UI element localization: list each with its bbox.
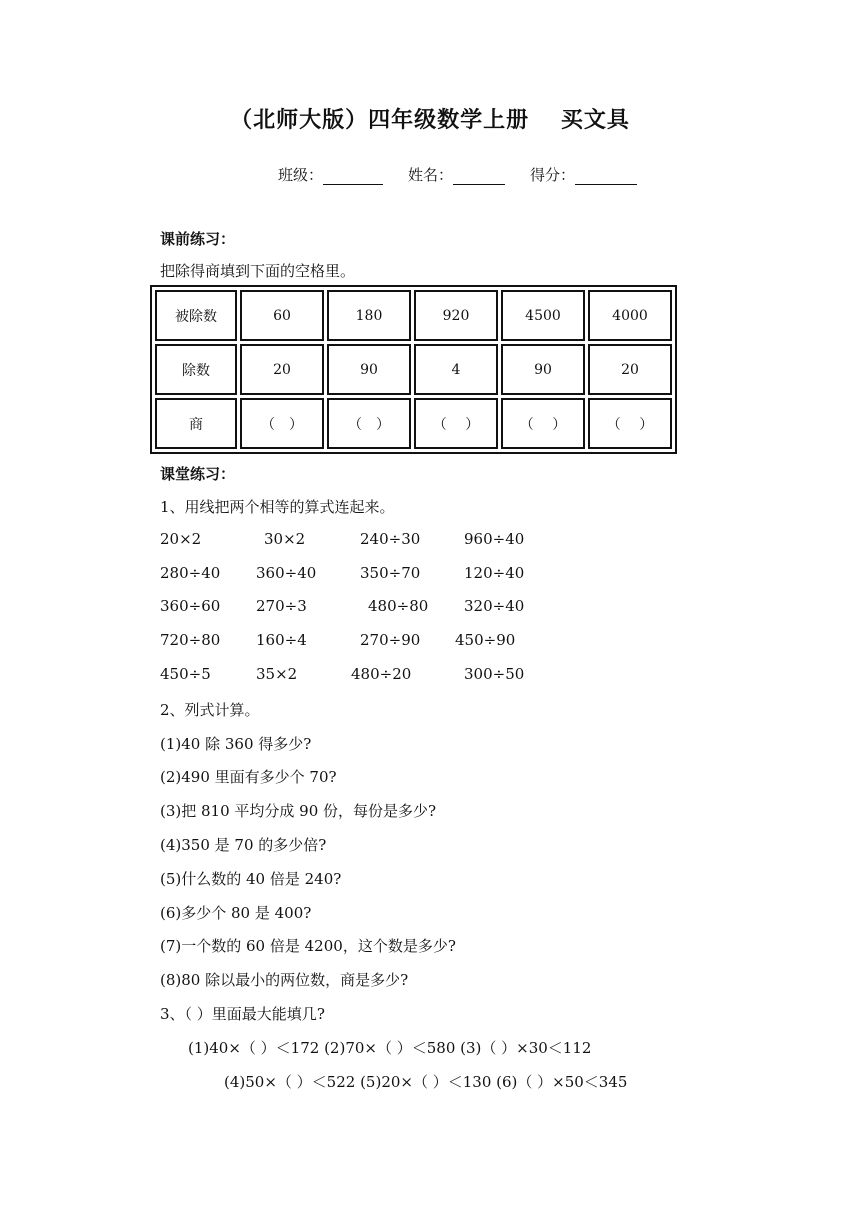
quotient-cell[interactable]: （ ） xyxy=(501,398,585,449)
class-blank[interactable] xyxy=(323,168,383,185)
expression[interactable]: 450÷90 xyxy=(455,631,516,649)
quotient-cell[interactable]: （ ） xyxy=(414,398,498,449)
divisor-cell: 90 xyxy=(327,344,411,395)
expression[interactable]: 360÷60 xyxy=(160,597,221,615)
divisor-cell: 90 xyxy=(501,344,585,395)
q2-item: (4)350 是 70 的多少倍? xyxy=(160,836,327,854)
class-practice-heading: 课堂练习： xyxy=(160,465,236,483)
q2-item: (2)490 里面有多少个 70? xyxy=(160,768,337,786)
expression[interactable]: 270÷90 xyxy=(360,631,421,649)
class-label: 班级： xyxy=(278,166,324,184)
table-row xyxy=(155,290,672,341)
divisor-cell: 20 xyxy=(588,344,672,395)
name-label: 姓名： xyxy=(408,166,454,184)
expression[interactable]: 960÷40 xyxy=(464,530,525,548)
dividend-cell: 180 xyxy=(327,290,411,341)
quotient-cell[interactable]: （ ） xyxy=(327,398,411,449)
expression[interactable]: 160÷4 xyxy=(256,631,307,649)
row-label-dividend: 被除数 xyxy=(155,290,237,341)
name-blank[interactable] xyxy=(453,168,505,185)
expression[interactable]: 35×2 xyxy=(256,665,298,683)
name-field xyxy=(408,164,505,185)
expression[interactable]: 240÷30 xyxy=(360,530,421,548)
expression[interactable]: 480÷80 xyxy=(368,597,429,615)
q2-item: (5)什么数的 40 倍是 240? xyxy=(160,870,342,888)
expression[interactable]: 280÷40 xyxy=(160,564,221,582)
quotient-cell[interactable]: （ ） xyxy=(240,398,324,449)
dividend-cell: 4500 xyxy=(501,290,585,341)
expression[interactable]: 320÷40 xyxy=(464,597,525,615)
score-blank[interactable] xyxy=(575,168,637,185)
pre-practice-heading: 课前练习： xyxy=(160,230,236,248)
q2-item: (6)多少个 80 是 400? xyxy=(160,904,312,922)
table-row xyxy=(155,344,672,395)
row-label-quotient: 商 xyxy=(155,398,237,449)
expression[interactable]: 300÷50 xyxy=(464,665,525,683)
expression[interactable]: 120÷40 xyxy=(464,564,525,582)
q2-prompt: 2、列式计算。 xyxy=(160,701,260,719)
pre-practice-instruction: 把除得商填到下面的空格里。 xyxy=(160,262,356,280)
expression[interactable]: 20×2 xyxy=(160,530,202,548)
score-field xyxy=(530,164,637,185)
dividend-cell: 4000 xyxy=(588,290,672,341)
quotient-table xyxy=(150,285,677,454)
expression[interactable]: 480÷20 xyxy=(351,665,412,683)
page-title: （北师大版）四年级数学上册 买文具 xyxy=(230,107,630,133)
score-label: 得分： xyxy=(530,166,576,184)
expression[interactable]: 350÷70 xyxy=(360,564,421,582)
expression[interactable]: 30×2 xyxy=(264,530,306,548)
dividend-cell: 60 xyxy=(240,290,324,341)
dividend-cell: 920 xyxy=(414,290,498,341)
quotient-cell[interactable]: （ ） xyxy=(588,398,672,449)
q1-prompt: 1、用线把两个相等的算式连起来。 xyxy=(160,498,395,516)
expression[interactable]: 450÷5 xyxy=(160,665,211,683)
q2-item: (1)40 除 360 得多少? xyxy=(160,735,312,753)
divisor-cell: 4 xyxy=(414,344,498,395)
expression[interactable]: 270÷3 xyxy=(256,597,307,615)
divisor-cell: 20 xyxy=(240,344,324,395)
q2-item: (8)80 除以最小的两位数，商是多少? xyxy=(160,971,409,989)
class-field xyxy=(278,164,383,185)
expression[interactable]: 720÷80 xyxy=(160,631,221,649)
table-row xyxy=(155,398,672,449)
q3-line: (1)40×（ ）＜172 (2)70×（ ）＜580 (3)（ ）×30＜112 xyxy=(188,1039,592,1057)
expression[interactable]: 360÷40 xyxy=(256,564,317,582)
q2-item: (7)一个数的 60 倍是 4200，这个数是多少? xyxy=(160,937,456,955)
q2-item: (3)把 810 平均分成 90 份，每份是多少? xyxy=(160,802,437,820)
q3-line: (4)50×（ ）＜522 (5)20×（ ）＜130 (6)（ ）×50＜345 xyxy=(224,1073,628,1091)
row-label-divisor: 除数 xyxy=(155,344,237,395)
q3-prompt: 3、（ ）里面最大能填几? xyxy=(160,1005,325,1023)
